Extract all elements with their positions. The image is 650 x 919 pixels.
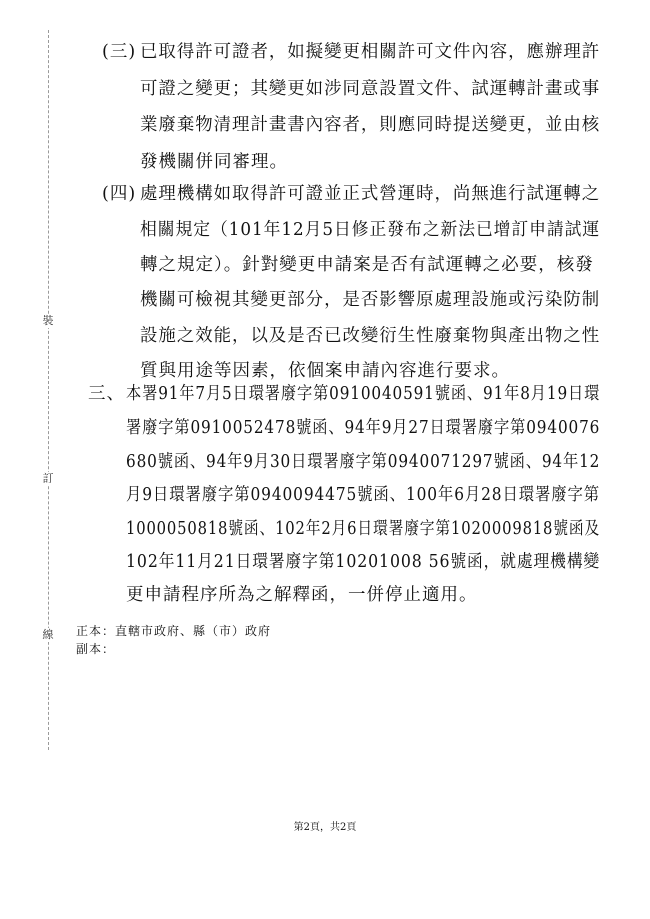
item-line: 業廢棄物清理計畫書內容者，則應同時提送變更，並由核 [140, 115, 601, 135]
recipients-main: 正本：直轄市政府、縣（市）政府 [76, 624, 272, 638]
page-number-footer: 第2頁，共2頁 [293, 822, 357, 833]
item-line: 發機關併同審理。 [140, 152, 288, 172]
item-line: 680號函、94年9月30日環署廢字第0940071297號函、94年12 [126, 452, 601, 472]
item-label: (四) [102, 184, 137, 204]
item-line: 處理機構如取得許可證並正式營運時，尚無進行試運轉之 [140, 184, 601, 204]
item-line: 102年11月21日環署廢字第10201008 56號函，就處理機構變 [126, 552, 601, 572]
binding-char-ding: 訂 [42, 472, 54, 485]
binding-margin-line [48, 30, 49, 750]
item-line: 可證之變更；其變更如涉同意設置文件、試運轉計畫或事 [140, 79, 601, 99]
item-line: 更申請程序所為之解釋函，一併停止適用。 [126, 585, 478, 605]
item-line: 已取得許可證者，如擬變更相關許可文件內容，應辦理許 [140, 42, 601, 62]
item-line: 機關可檢視其變更部分，是否影響原處理設施或污染防制 [140, 290, 601, 310]
recipients-copy: 副本： [76, 642, 116, 656]
item-line: 轉之規定）。針對變更申請案是否有試運轉之必要，核發 [140, 255, 594, 275]
binding-char-zhuang: 裝 [42, 314, 54, 327]
item-line: 本署91年7月5日環署廢字第0910040591號函、91年8月19日環 [126, 384, 601, 404]
item-line: 月9日環署廢字第0940094475號函、100年6月28日環署廢字第 [126, 485, 601, 505]
item-line: 設施之效能，以及是否已改變衍生性廢棄物與產出物之性 [140, 326, 601, 346]
item-line: 署廢字第0910052478號函、94年9月27日環署廢字第0940076 [126, 418, 601, 438]
item-line: 相關規定（101年12月5日修正發布之新法已增訂申請試運 [140, 220, 601, 240]
item-label: (三) [102, 42, 137, 62]
item-line: 質與用途等因素，依個案申請內容進行要求。 [140, 361, 510, 381]
binding-char-xian: 線 [42, 628, 54, 641]
item-label: 三、 [88, 384, 125, 404]
item-line: 1000050818號函、102年2月6日環署廢字第1020009818號函及 [126, 519, 601, 539]
